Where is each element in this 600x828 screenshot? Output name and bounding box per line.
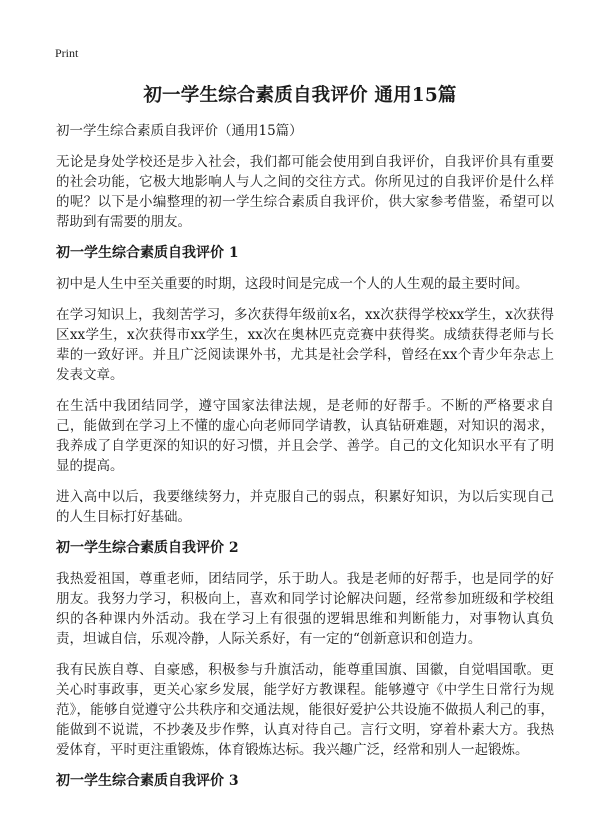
section-heading: 初一学生综合素质自我评价 2 [56,540,239,556]
section-paragraph: 初中是人生中至关重要的时期，这段时间是完成一个人的人生观的最主要时间。 [56,276,529,292]
document-subtitle: 初一学生综合素质自我评价（通用15篇） [56,123,303,139]
print-link[interactable]: Print [55,46,79,60]
page-title: 初一学生综合素质自我评价 通用15篇 [143,85,457,106]
section-paragraph: 我热爱祖国，尊重老师，团结同学，乐于助人。我是老师的好帮手，也是同学的好朋友。我努力学习，积极向上，喜欢和同学讨论解决问题，经常参加班级和学校组织的各种课内外活动。我在学习上有很强的逻辑思维和判断能力，对事物认真负责，坦诚自信，乐观冷静，人际关系好，有一定的“创新意识和创造力。 [56,571,554,647]
intro-paragraph: 无论是身处学校还是步入社会，我们都可能会使用到自我评价，自我评价具有重要的社会功能，它极大地影响人与人之间的交往方式。你所见过的自我评价是什么样的呢？以下是小编整理的初一学生综合素质自我评价，供大家参考借鉴，希望可以帮助到有需要的朋友。 [56,154,554,230]
section-heading: 初一学生综合素质自我评价 3 [56,773,239,789]
section-paragraph: 在生活中我团结同学，遵守国家法律法规，是老师的好帮手。不断的严格要求自己，能做到在学习上不懂的虚心向老师同学请教，认真钻研难题，对知识的渴求，我养成了自学更深的知识的好习惯，并且会学、善学。自己的文化知识水平有了明显的提高。 [56,398,554,474]
section-paragraph: 在学习知识上，我刻苦学习，多次获得年级前x名，xx次获得学校xx学生，x次获得区xx学生，x次获得市xx学生，xx次在奥林匹克竞赛中获得奖。成绩获得老师与长辈的一致好评。并且广泛阅读课外书，尤其是社会学科，曾经在xx个青少年杂志上发表文章。 [56,307,554,383]
section-paragraph: 我有民族自尊、自豪感，积极参与升旗活动，能尊重国旗、国徽，自觉唱国歌。更关心时事政事，更关心家乡发展，能学好方教课程。能够遵守《中学生日常行为规范》，能够自觉遵守公共秩序和交通法规，能很好爱护公共设施不做损人利己的事，能做到不说谎，不抄袭及步作弊，认真对待自己。言行文明，穿着朴素大方。我热爱体育，平时更注重锻炼，体育锻炼达标。我兴趣广泛，经常和别人一起锻炼。 [56,662,554,758]
section-paragraph: 进入高中以后，我要继续努力，并克服自己的弱点，积累好知识，为以后实现自己的人生目标打好基础。 [56,489,554,525]
document-body [56,121,554,802]
section-heading: 初一学生综合素质自我评价 1 [56,245,239,261]
